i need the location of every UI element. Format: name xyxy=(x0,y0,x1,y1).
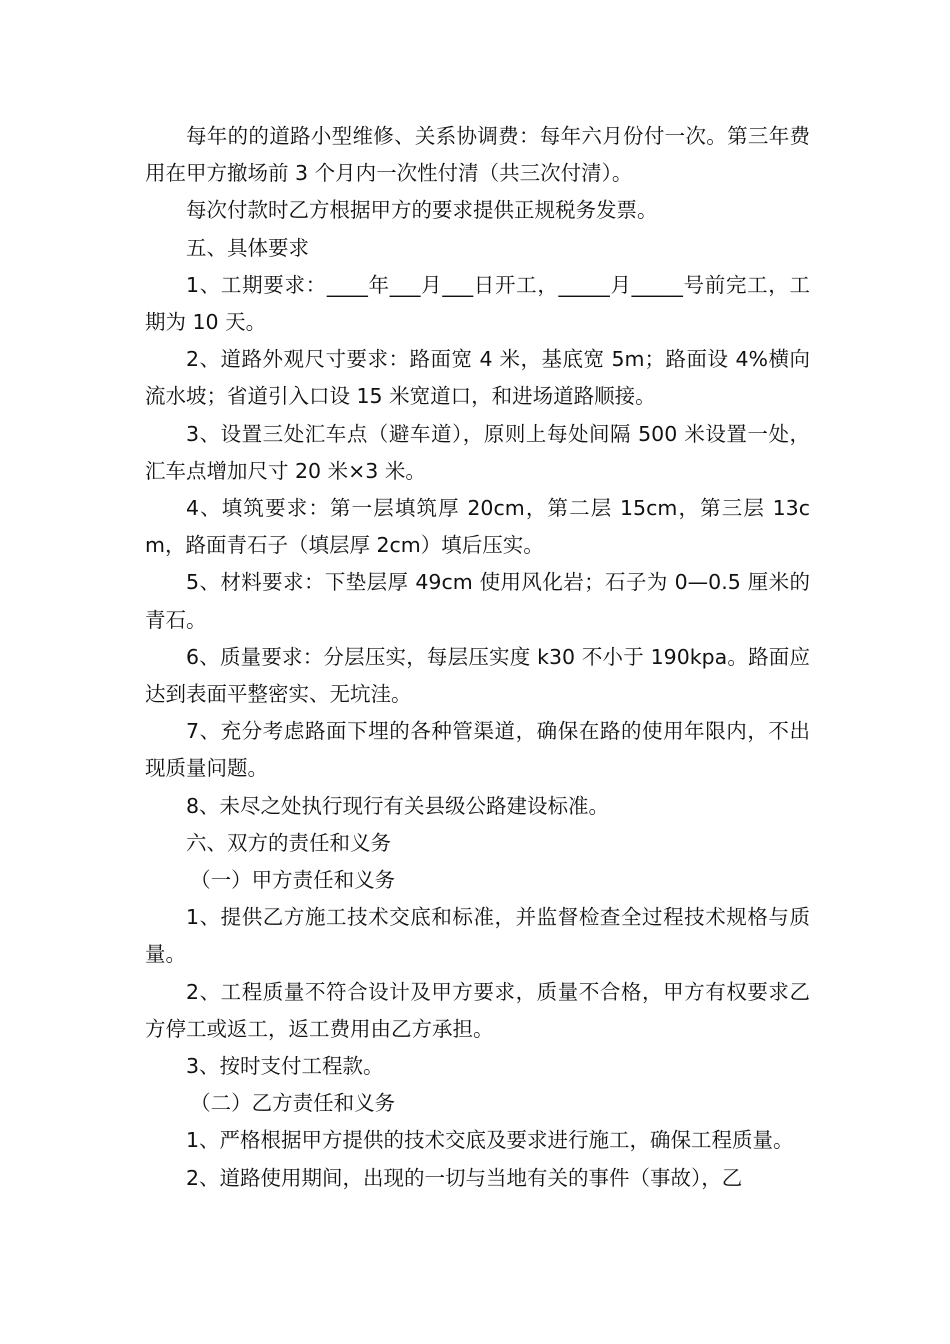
section-heading-requirements: 五、具体要求 xyxy=(186,235,309,260)
requirement-quality: 6、质量要求：分层压实，每层压实度 k30 不小于 190kpa。路面应达到表面平整密实、无坑洼。 xyxy=(145,644,810,707)
requirement-schedule: 1、工期要求：____年___月___日开工，_____月_____号前完工，工期为 10 天。 xyxy=(145,272,810,335)
paragraph-invoice: 每次付款时乙方根据甲方的要求提供正规税务发票。 xyxy=(186,198,658,223)
section-heading-responsibilities: 六、双方的责任和义务 xyxy=(186,830,391,855)
requirement-passing-points: 3、设置三处汇车点（避车道），原则上每处间隔 500 米设置一处，汇车点增加尺寸 20 米×3 米。 xyxy=(145,421,810,483)
requirement-pipes: 7、充分考虑路面下埋的各种管渠道，确保在路的使用年限内，不出现质量问题。 xyxy=(145,719,810,781)
party-a-item-1: 1、提供乙方施工技术交底和标准，并监督检查全过程技术规格与质量。 xyxy=(145,905,810,967)
requirement-standards: 8、未尽之处执行现行有关县级公路建设标准。 xyxy=(186,793,610,818)
paragraph-payment-schedule: 每年的的道路小型维修、关系协调费：每年六月份付一次。第三年费用在甲方撤场前 3 个月内一次性付清（共三次付清）。 xyxy=(145,124,810,186)
party-b-item-2: 2、道路使用期间，出现的一切与当地有关的事件（事故），乙 xyxy=(186,1165,743,1190)
party-a-item-2: 2、工程质量不符合设计及甲方要求，质量不合格，甲方有权要求乙方停工或返工，返工费用由乙方承担。 xyxy=(145,979,810,1041)
requirement-fill: 4、填筑要求：第一层填筑厚 20cm，第二层 15cm，第三层 13cm，路面青石子（填层厚 2cm）填后压实。 xyxy=(145,496,810,558)
subheading-party-a: （一）甲方责任和义务 xyxy=(190,868,396,893)
party-b-item-1: 1、严格根据甲方提供的技术交底及要求进行施工，确保工程质量。 xyxy=(186,1128,794,1153)
requirement-dimensions: 2、道路外观尺寸要求：路面宽 4 米，基底宽 5m；路面设 4%横向流水坡；省道引入口设 15 米宽道口，和进场道路顺接。 xyxy=(145,347,810,409)
requirement-materials: 5、材料要求：下垫层厚 49cm 使用风化岩；石子为 0—0.5 厘米的青石。 xyxy=(145,570,810,632)
document-body xyxy=(145,118,810,1197)
party-a-item-3: 3、按时支付工程款。 xyxy=(186,1054,384,1079)
subheading-party-b: （二）乙方责任和义务 xyxy=(190,1091,396,1116)
